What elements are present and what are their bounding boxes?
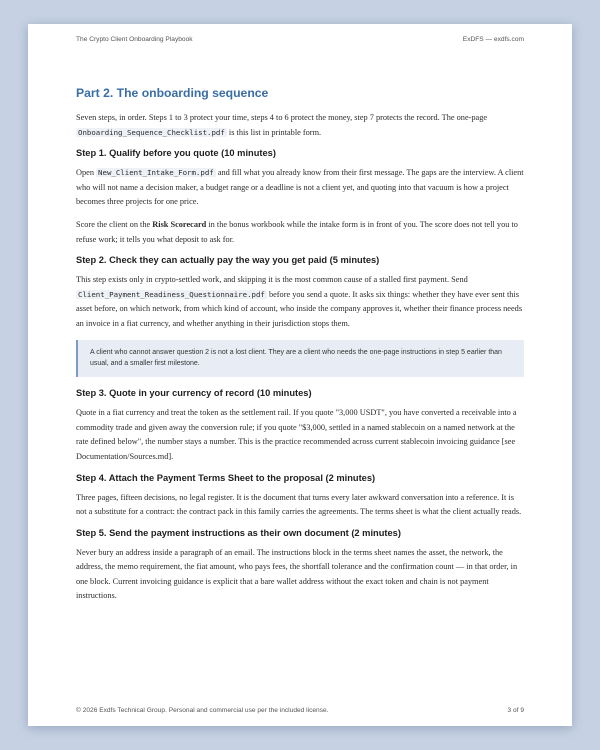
intro-text: Seven steps, in order. Steps 1 to 3 protect your time, steps 4 to 6 protect the money, step 7 protects the record. The one-page <box>76 113 488 122</box>
step-3-paragraph-1: Quote in a fiat currency and treat the token as the settlement rail. If you quote "3,000 USDT", you have converted a receivable into a commodity trade and given away the conversion rule; if you quote "$3,000, settled in a named stablecoin on a named network at the rate defined below", the number stays a number. This is the practice recommended across current stablecoin invoicing guidance [see Documentation/Sources.md]. <box>76 408 517 461</box>
header-book-title: The Crypto Client Onboarding Playbook <box>76 36 193 43</box>
text-run: before you send a quote. It asks six things: whether they have ever sent this asset before, on which network, from which kind of account, who inside the company approves it, whether their finance process needs an invoice in a fiat currency, and whether anything in their jurisdiction stops them. <box>76 289 523 328</box>
step-4-paragraph-1: Three pages, fifteen decisions, no legal register. It is the document that turns every later awkward conversation into a reference. It is not a substitute for a contract: the contract pack in this family carries the agreements. The terms sheet is what the client actually reads. <box>76 492 522 517</box>
intake-form-filename: New_Client_Intake_Form.pdf <box>98 168 214 178</box>
text-run: Open <box>76 168 97 178</box>
step-3-heading: Step 3. Quote in your currency of record (10 minutes) <box>76 388 312 399</box>
text-run: and fill what you already know from their first message. The gaps are the interview. A client who will not name a decision maker, a budget range or a deadline is not a client yet, and quoting into that vacuum is how a project becomes three projects for one price. <box>76 168 524 207</box>
questionnaire-filename: Client_Payment_Readiness_Questionnaire.pdf <box>78 289 265 299</box>
checklist-filename: Onboarding_Sequence_Checklist.pdf <box>78 127 225 137</box>
step-1-heading: Step 1. Qualify before you quote (10 minutes) <box>76 148 276 159</box>
text-run: in the bonus workbook while the intake form is in front of you. The score does not tell you to refuse work; it tells you what deposit to ask for. <box>76 219 518 244</box>
page-content <box>76 86 524 612</box>
callout-text: A client who cannot answer question 2 is not a lost client. They are a client who needs the one-page instructions in step 5 earlier than usual, and a smaller first milestone. <box>90 348 502 368</box>
step-2-heading: Step 2. Check they can actually pay the way you get paid (5 minutes) <box>76 255 380 266</box>
running-header <box>76 36 524 43</box>
step-2-paragraph-1 <box>76 273 524 331</box>
header-site: ExDFS — exdfs.com <box>462 36 524 43</box>
running-footer <box>76 707 524 714</box>
document-page <box>28 24 572 726</box>
part-title: Part 2. The onboarding sequence <box>76 86 269 100</box>
text-run: Score the client on the <box>76 219 153 229</box>
step-4-heading: Step 4. Attach the Payment Terms Sheet to the proposal (2 minutes) <box>76 472 376 483</box>
step-1-paragraph-1 <box>76 166 524 210</box>
step-1-paragraph-2 <box>76 218 524 247</box>
step-5-heading: Step 5. Send the payment instructions as their own document (2 minutes) <box>76 527 401 538</box>
text-run: This step exists only in crypto-settled work, and skipping it is the most common cause of a stalled first payment. Send <box>76 275 468 285</box>
intro-text-end: is this list in printable form. <box>226 127 322 137</box>
risk-scorecard-term: Risk Scorecard <box>152 219 207 229</box>
step-2-callout <box>76 340 524 378</box>
part-intro-paragraph <box>76 111 524 140</box>
page-number: 3 of 9 <box>507 707 524 714</box>
step-5-paragraph-1: Never bury an address inside a paragraph of an email. The instructions block in the terms sheet names the asset, the network, the address, the memo requirement, the fiat amount, who pays fees, the shortfall tolerance and the confirmation count — in that order, in one block. Current invoicing guidance is explicit that a bare wallet address without the exact token and chain is not payment instructions. <box>76 547 518 601</box>
footer-copyright: © 2026 Exdfs Technical Group. Personal and commercial use per the included license. <box>76 707 329 714</box>
